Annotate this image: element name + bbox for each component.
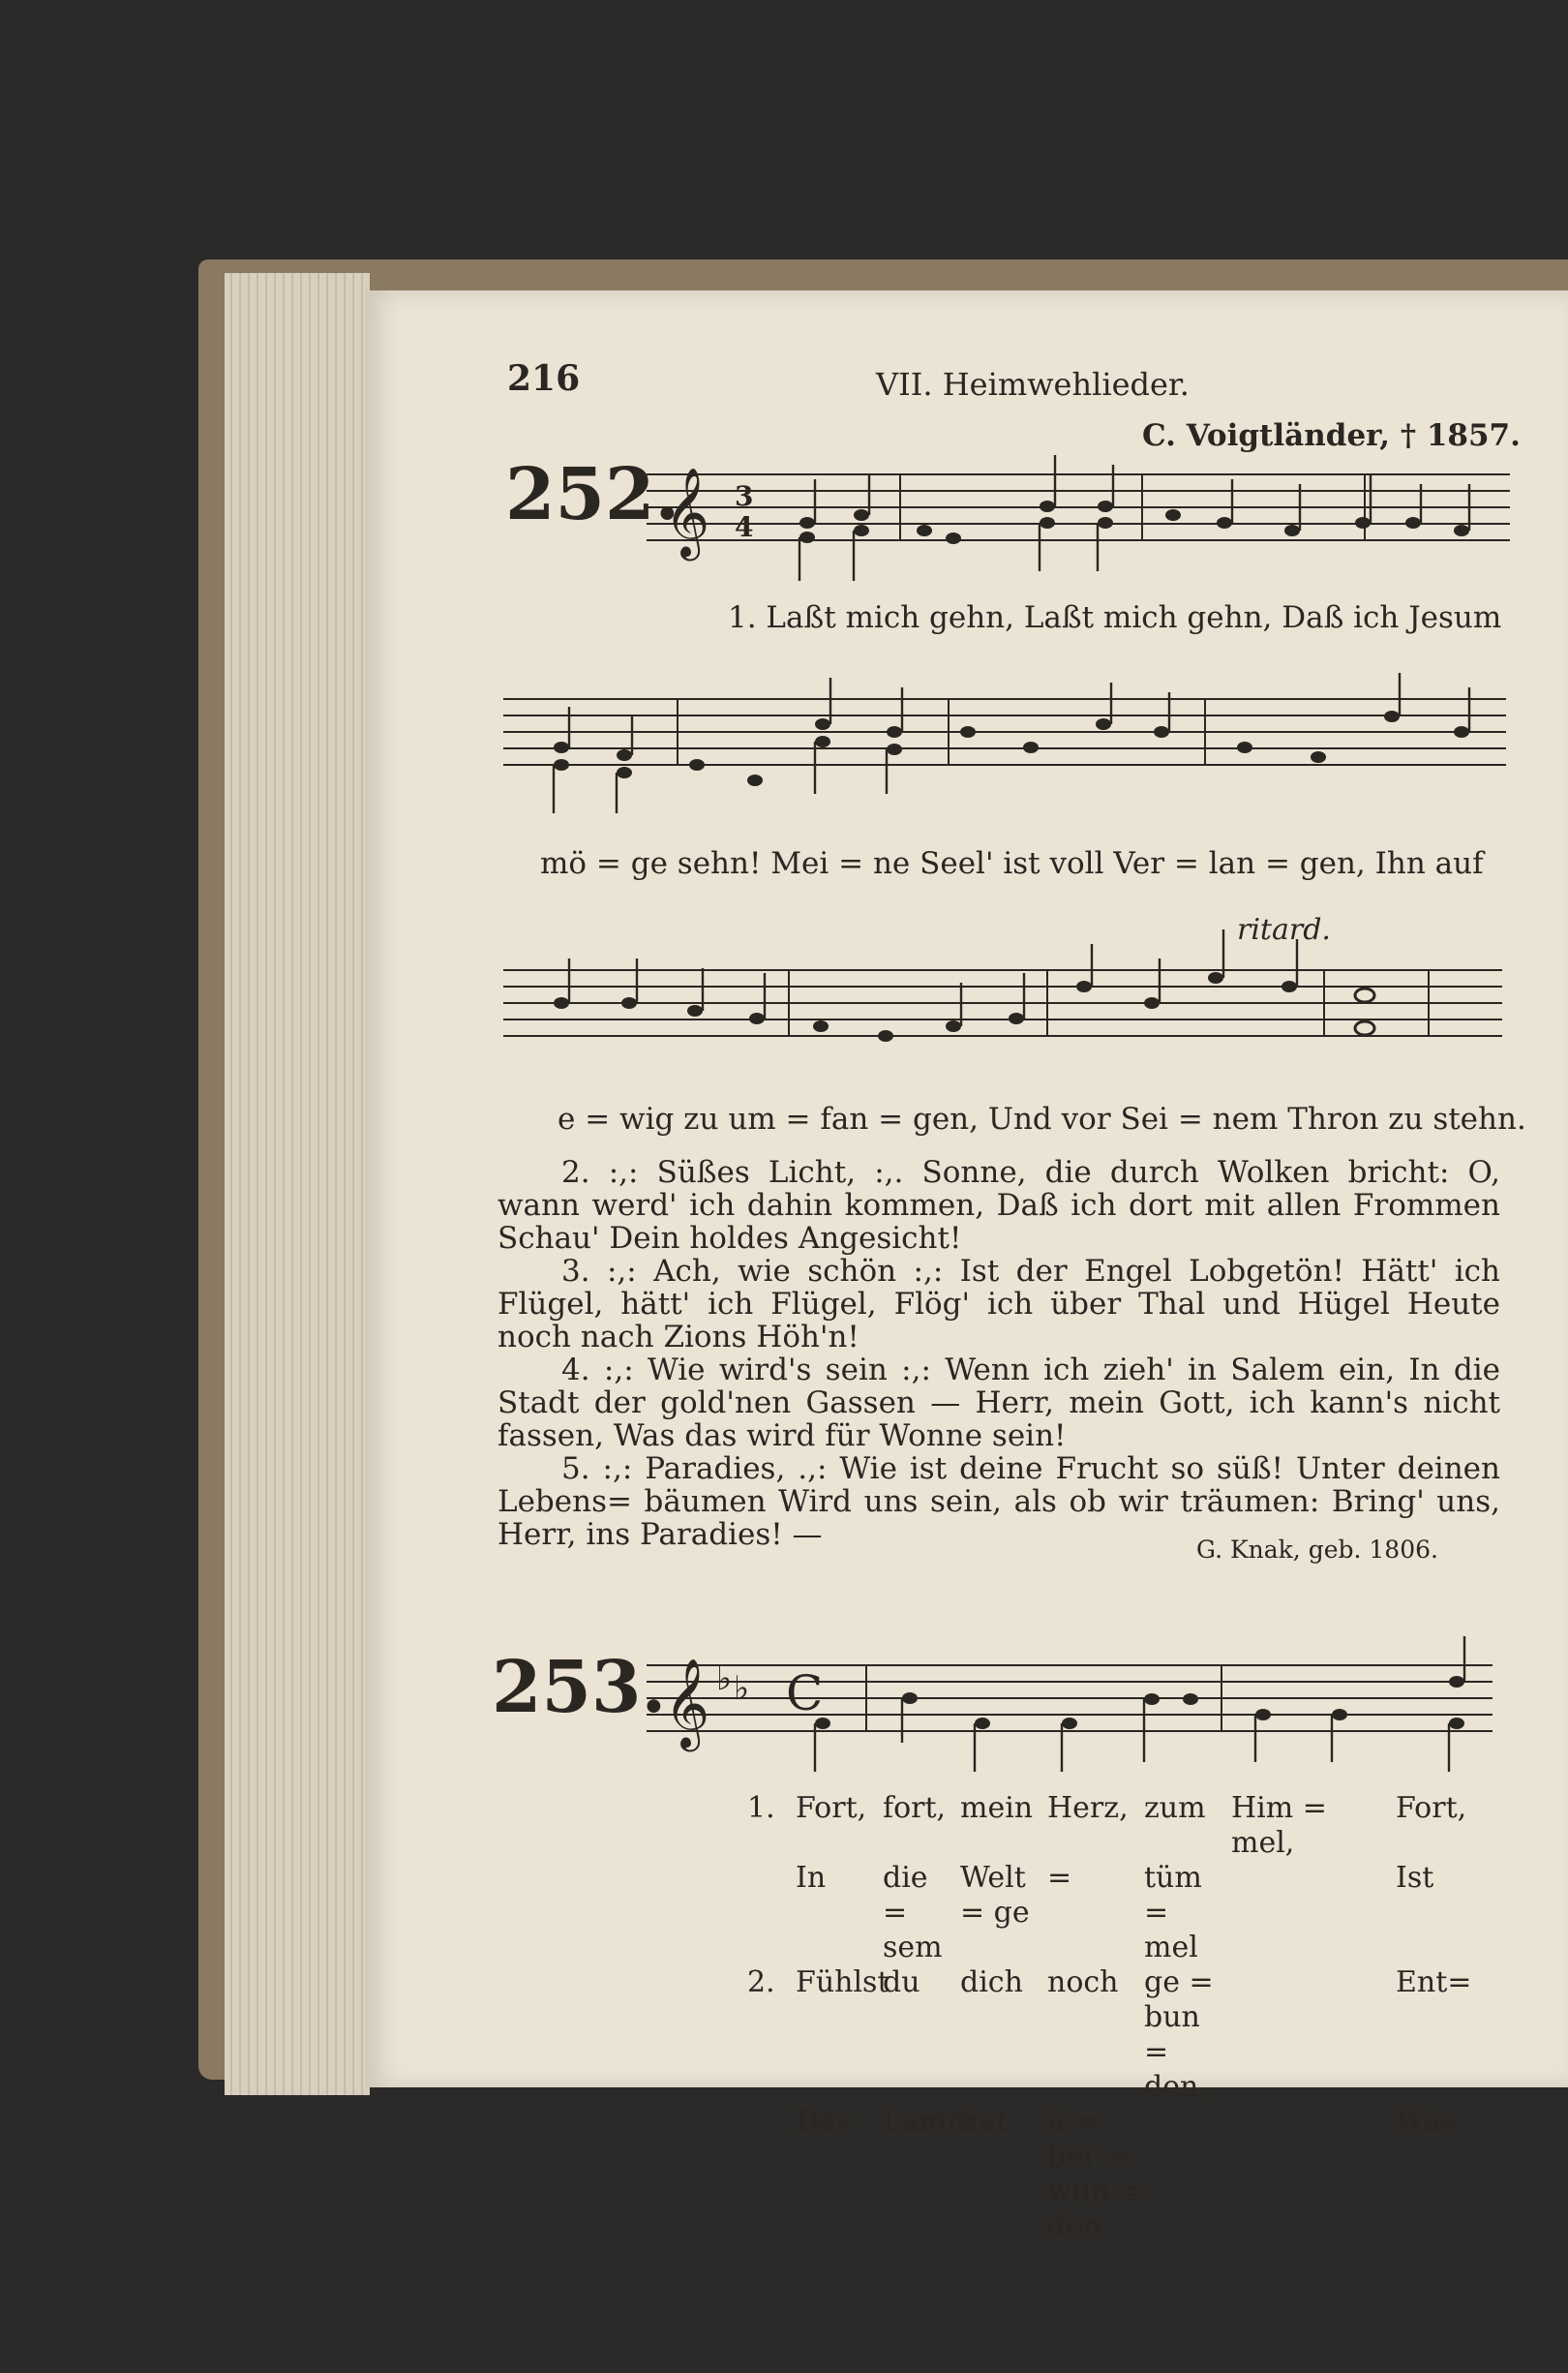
flat-sign-icon-2: ♭ bbox=[734, 1669, 750, 1708]
flat-sign-icon: ♭ bbox=[716, 1659, 733, 1698]
time-sig-top: 3 bbox=[735, 480, 754, 512]
lyric-line-3: e = wig zu um = fan = gen, Und vor Sei = nem Thron zu stehn. bbox=[558, 1102, 1526, 1137]
staff-system-1 bbox=[647, 474, 1510, 540]
staff-system-3 bbox=[503, 970, 1502, 1036]
verse-4: 4. :,: Wie wird's sein :,: Wenn ich zieh' in Salem ein, In die Stadt der gold'nen Gassen — Herr, mein Gott, ich kann's nicht fassen, Was das wird für Wonne sein! bbox=[498, 1353, 1500, 1453]
verse-3: 3. :,: Ach, wie schön :,: Ist der Engel Lobgetön! Hätt' ich Flügel, hätt' ich Flügel, Flög' ich über Thal und Hügel Heute noch nach Zions Höh'n! bbox=[498, 1254, 1500, 1354]
hymn-253-lyrics: 1. Fort, fort, mein Herz, zum Him = mel, Fort, In die = sem Welt = ge = tüm = mel Ist 2. Fühlst du dich noch ge = bun = den, Ent= Das Lamm hat ü = ber = wun = den Was bbox=[747, 1791, 1472, 2243]
verse-2: 2. :,: Süßes Licht, :,. Sonne, die durch Wolken bricht: O, wann werd' ich dahin kommen, Daß ich dort mit allen Frommen Schau' Dein holdes Angesicht! bbox=[498, 1155, 1500, 1256]
author-credit: G. Knak, geb. 1806. bbox=[1196, 1536, 1438, 1564]
treble-clef-icon-2: 𝄞 bbox=[664, 1658, 710, 1748]
hymn-number-253: 253. bbox=[492, 1646, 667, 1729]
page-number: 216 bbox=[507, 358, 581, 399]
time-sig-common: C bbox=[786, 1665, 824, 1721]
time-sig-bottom: 4 bbox=[735, 511, 754, 543]
staff-system-2 bbox=[503, 699, 1506, 765]
lyric-line-1: 1. Laßt mich gehn, Laßt mich gehn, Daß ich Jesum bbox=[728, 600, 1502, 635]
lyric-line-2: mö = ge sehn! Mei = ne Seel' ist voll Ver = lan = gen, Ihn auf bbox=[540, 846, 1484, 881]
tempo-mark: ritard. bbox=[1237, 913, 1331, 947]
composer-credit: C. Voigtländer, † 1857. bbox=[1142, 418, 1521, 453]
verse-5: 5. :,: Paradies, .,: Wie ist deine Frucht so süß! Unter deinen Lebens= bäumen Wird uns sein, als ob wir träumen: Bring' uns, Herr, ins Paradies! — bbox=[498, 1451, 1500, 1552]
running-head: VII. Heimwehlieder. bbox=[876, 366, 1190, 403]
hymn-number-252: 252. bbox=[505, 453, 680, 536]
treble-clef-icon: 𝄞 bbox=[664, 467, 710, 557]
